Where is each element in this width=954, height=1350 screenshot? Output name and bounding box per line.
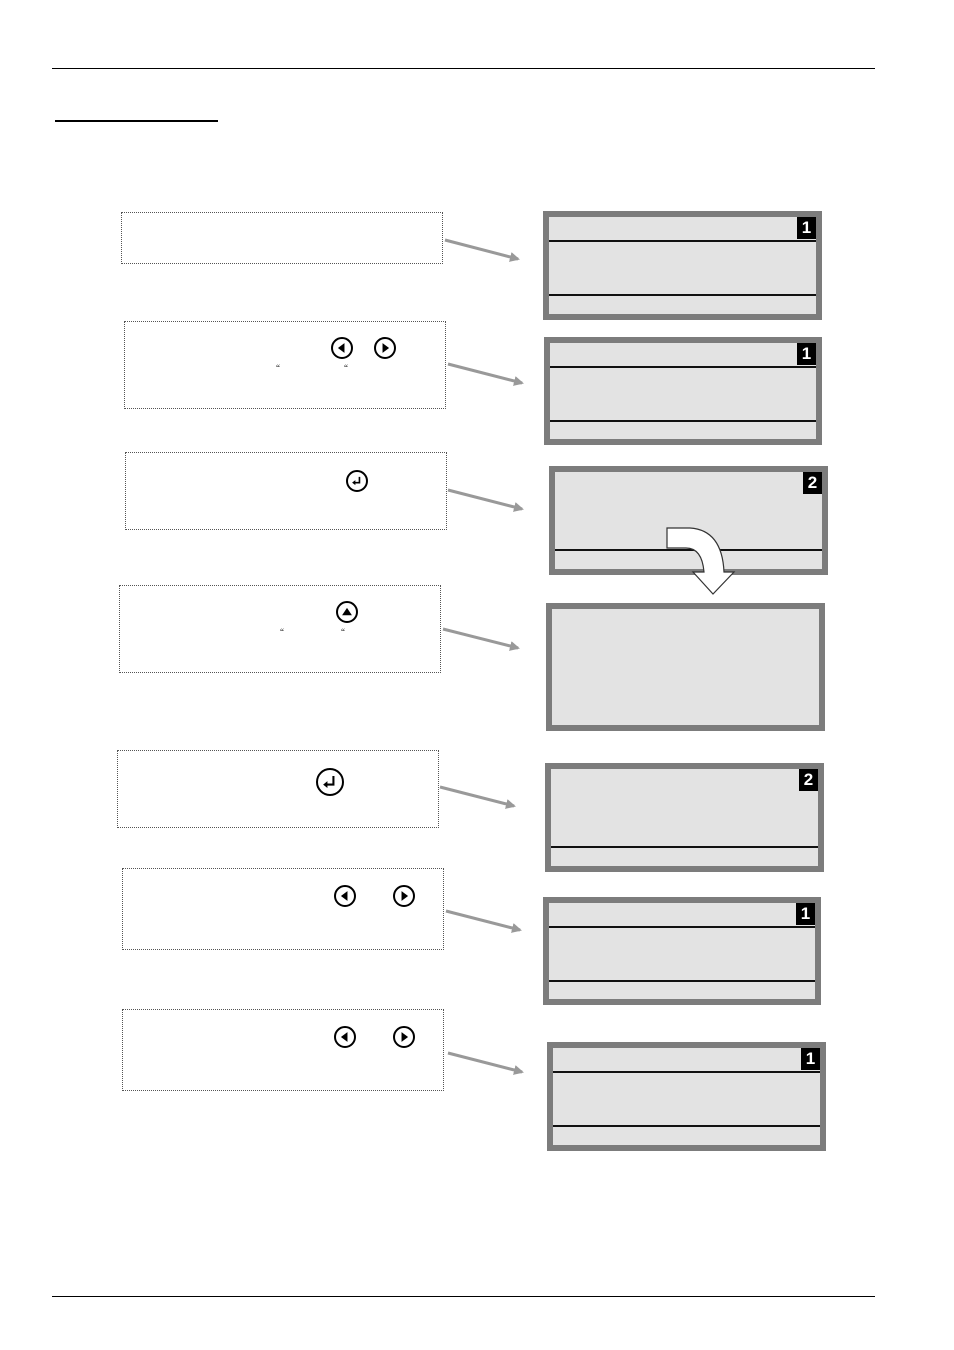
- screen-number-badge: 1: [801, 1048, 820, 1070]
- lcd-screen: [550, 343, 816, 439]
- screen-number-badge: 1: [797, 343, 816, 365]
- right-arrow-button-icon: [393, 885, 415, 907]
- step-box-4: [119, 585, 441, 673]
- lcd-display-7: [547, 1042, 826, 1151]
- left-arrow-button-icon: [334, 885, 356, 907]
- quote-mark-close: “: [344, 363, 348, 373]
- lcd-display-2: [544, 337, 822, 445]
- lcd-screen: [549, 903, 815, 999]
- screen-number-badge: 1: [796, 903, 815, 925]
- step-box-3: [125, 452, 447, 530]
- lcd-display-5: [545, 763, 824, 872]
- quote-mark-close: “: [341, 627, 345, 637]
- step-box-5: [117, 750, 439, 828]
- lcd-display-1: [543, 211, 822, 320]
- screen-number-badge: 1: [797, 217, 816, 239]
- lcd-screen: [551, 769, 818, 866]
- step-box-2: [124, 321, 446, 409]
- quote-mark-open: “: [276, 363, 280, 373]
- left-arrow-button-icon: [334, 1026, 356, 1048]
- screen-number-badge: 2: [803, 472, 822, 494]
- screen-number-badge: 2: [799, 769, 818, 791]
- lcd-display-3: [549, 466, 828, 575]
- arrow-step-7: [448, 1053, 522, 1072]
- arrow-step-2: [448, 364, 522, 383]
- lcd-screen: [555, 472, 822, 569]
- lcd-display-6: [543, 897, 821, 1005]
- left-arrow-button-icon: [331, 337, 353, 359]
- arrow-step-4: [443, 629, 518, 648]
- section-heading-underline: [55, 120, 218, 122]
- arrow-step-1: [445, 240, 518, 259]
- enter-button-icon: [316, 768, 344, 796]
- step-box-1: [121, 212, 443, 264]
- header-rule: [52, 68, 875, 69]
- arrow-step-5: [440, 787, 514, 806]
- up-arrow-button-icon: [336, 601, 358, 623]
- step-box-6: [122, 868, 444, 950]
- lcd-display-4: [546, 603, 825, 731]
- lcd-screen: [553, 1048, 820, 1145]
- step-box-7: [122, 1009, 444, 1091]
- quote-mark-open: “: [280, 627, 284, 637]
- enter-button-icon: [346, 470, 368, 492]
- right-arrow-button-icon: [374, 337, 396, 359]
- lcd-screen: [549, 217, 816, 314]
- lcd-screen: [552, 609, 819, 725]
- right-arrow-button-icon: [393, 1026, 415, 1048]
- arrow-step-6: [446, 911, 520, 930]
- arrow-step-3: [448, 490, 522, 509]
- footer-rule: [52, 1296, 875, 1297]
